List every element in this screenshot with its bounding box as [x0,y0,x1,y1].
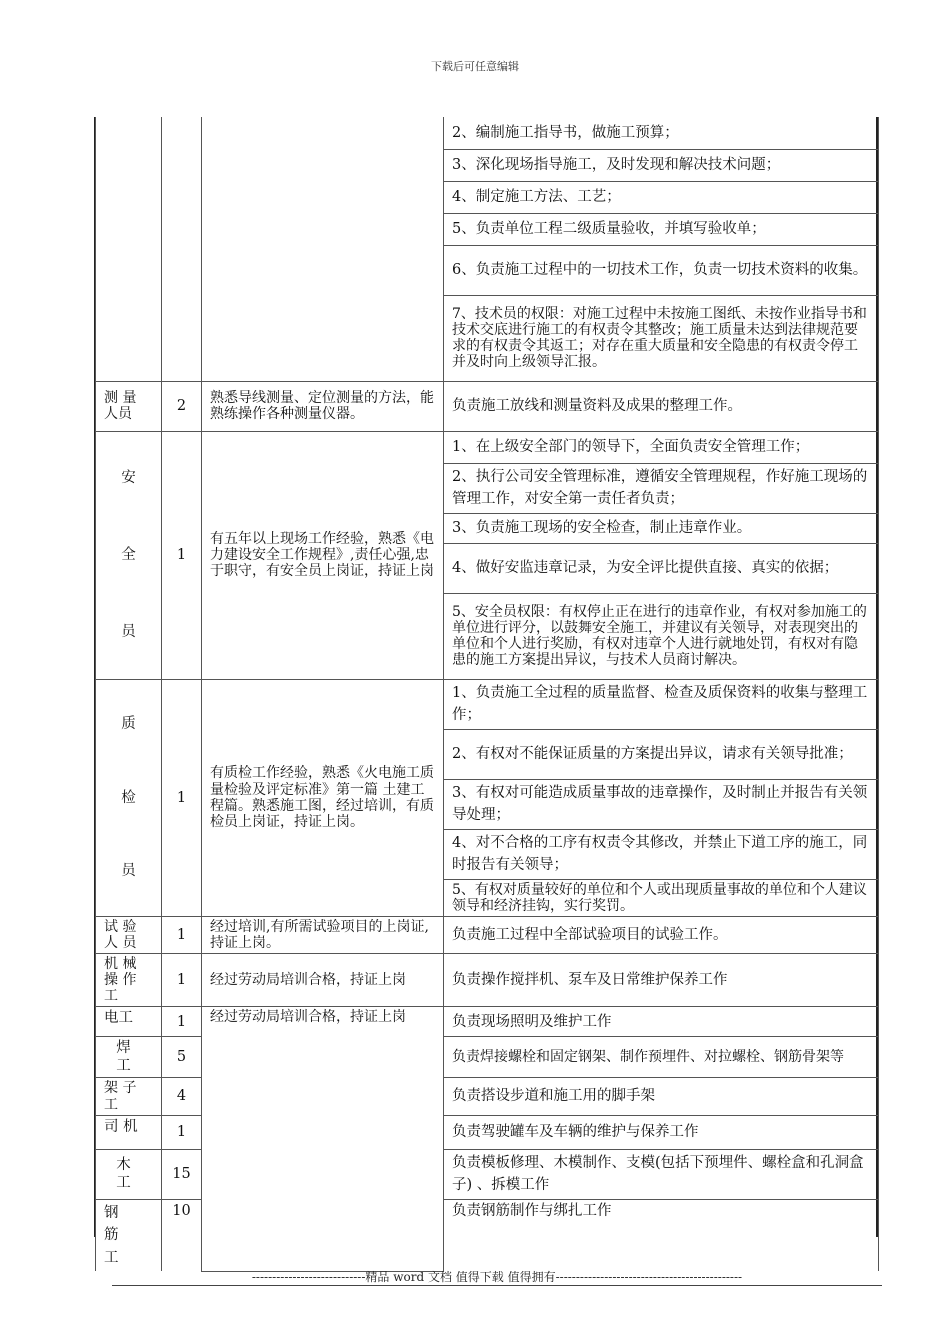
survey-role: 测 量 人员 [96,381,162,431]
welder-role: 焊 工 [96,1037,162,1078]
driver-duty: 负责驾驶罐车及车辆的维护与保养工作 [444,1115,879,1149]
electric-role: 电工 [96,1007,162,1037]
table-row [96,1007,879,1037]
electric-duty: 负责现场照明及维护工作 [444,1007,879,1037]
tech-duty-3: 3、深化现场指导施工，及时发现和解决技术问题； [444,149,879,181]
page-header: 下载后可任意编辑 [431,60,519,73]
quality-role-char-2: 检 [121,789,136,806]
electric-count: 1 [162,1007,202,1037]
electric-req: 经过劳动局培训合格，持证上岗 [202,1007,444,1271]
quality-duty-1: 1、负责施工全过程的质量监督、检查及质保资料的收集与整理工作； [444,679,879,729]
scaffold-count: 4 [162,1078,202,1115]
carpenter-count: 15 [162,1149,202,1199]
quality-role-char-1: 质 [121,716,136,733]
quality-duty-4: 4、对不合格的工序有权责令其修改，并禁止下道工序的施工，同时报告有关领导； [444,829,879,879]
welder-duty: 负责焊接螺栓和固定钢架、制作预埋件、对拉螺栓、钢筋骨架等 [444,1037,879,1078]
quality-req: 有质检工作经验，熟悉《火电施工质量检验及评定标准》第一篇 土建工程篇。熟悉施工图，经过培训，有质检员上岗证，持证上岗。 [202,679,444,916]
tech-duty-7: 7、技术员的权限：对施工过程中未按施工图纸、未按作业指导书和技术交底进行施工的有权责令其整改；施工质量未达到法律规范要求的有权责令其返工；对存在重大质量和安全隐患的有权责令停工并及时向上级领导汇报。 [444,295,879,381]
tech-duty-6: 6、负责施工过程中的一切技术工作，负责一切技术资料的收集。 [444,245,879,295]
safety-duty-5: 5、安全员权限：有权停止正在进行的违章作业，有权对参加施工的单位进行评分，以鼓舞安全施工，并建议有关领导，对表现突出的单位和个人进行奖励，有权对违章个人进行就地处罚，有权对有隐患的施工方案提出异议，与技术人员商讨解决。 [444,593,879,679]
quality-count: 1 [162,679,202,916]
quality-role [96,679,162,916]
tech-role-cell [96,117,162,381]
page-footer: ----------------------------精品 word 文档 值得下载 值得拥有---------------------------------------------- [251,1270,743,1284]
tester-duty: 负责施工过程中全部试验项目的试验工作。 [444,916,879,953]
scaffold-duty: 负责搭设步道和施工用的脚手架 [444,1078,879,1115]
safety-duty-3: 3、负责施工现场的安全检查，制止违章作业。 [444,513,879,543]
rebar-role: 钢 筋 工 [96,1199,162,1271]
machine-duty: 负责操作搅拌机、泵车及日常维护保养工作 [444,953,879,1006]
survey-duty: 负责施工放线和测量资料及成果的整理工作。 [444,381,879,431]
tech-duty-5: 5、负责单位工程二级质量验收，并填写验收单； [444,213,879,245]
tester-role: 试 验 人 员 [96,916,162,953]
tech-duty-4: 4、制定施工方法、工艺； [444,181,879,213]
quality-duty-3: 3、有权对可能造成质量事故的违章操作，及时制止并报告有关领导处理； [444,779,879,829]
tester-req: 经过培训,有所需试验项目的上岗证,持证上岗。 [202,916,444,953]
carpenter-duty: 负责模板修理、木模制作、支模(包括下预埋件、螺栓盒和孔洞盒子) 、拆模工作 [444,1149,879,1199]
survey-req: 熟悉导线测量、定位测量的方法，能熟练操作各种测量仪器。 [202,381,444,431]
footer-rule [112,1285,882,1286]
safety-req: 有五年以上现场工作经验，熟悉《电力建设安全工作规程》,责任心强,忠于职守，有安全员上岗证，持证上岗 [202,431,444,679]
machine-count: 1 [162,953,202,1006]
driver-count: 1 [162,1115,202,1149]
machine-req: 经过劳动局培训合格，持证上岗 [202,953,444,1006]
safety-duty-2: 2、执行公司安全管理标准，遵循安全管理规程，作好施工现场的管理工作，对安全第一责任者负责； [444,463,879,513]
safety-count: 1 [162,431,202,679]
safety-role-char-1: 安 [121,470,136,487]
tech-count-cell [162,117,202,381]
staff-duty-table [95,117,879,1272]
rebar-count: 10 [162,1199,202,1271]
scaffold-role: 架 子 工 [96,1078,162,1115]
welder-count: 5 [162,1037,202,1078]
driver-role: 司 机 [96,1115,162,1149]
quality-duty-5: 5、有权对质量较好的单位和个人或出现质量事故的单位和个人建议领导和经济挂钩，实行奖罚。 [444,879,879,916]
safety-duty-4: 4、做好安监违章记录，为安全评比提供直接、真实的依据； [444,543,879,593]
quality-duty-2: 2、有权对不能保证质量的方案提出异议，请求有关领导批准； [444,729,879,779]
safety-role-char-3: 员 [121,623,136,640]
safety-duty-1: 1、在上级安全部门的领导下，全面负责安全管理工作； [444,431,879,463]
quality-role-char-3: 员 [121,862,136,879]
table-row [96,381,879,431]
table-row [96,953,879,1006]
carpenter-role: 木 工 [96,1149,162,1199]
tech-req-cell [202,117,444,381]
machine-role: 机 械 操 作 工 [96,953,162,1006]
survey-count: 2 [162,381,202,431]
tech-duty-2: 2、编制施工指导书，做施工预算； [444,117,879,149]
safety-role-char-2: 全 [121,546,136,563]
tester-count: 1 [162,916,202,953]
table-row [96,916,879,953]
safety-role [96,431,162,679]
rebar-duty: 负责钢筋制作与绑扎工作 [444,1199,879,1271]
